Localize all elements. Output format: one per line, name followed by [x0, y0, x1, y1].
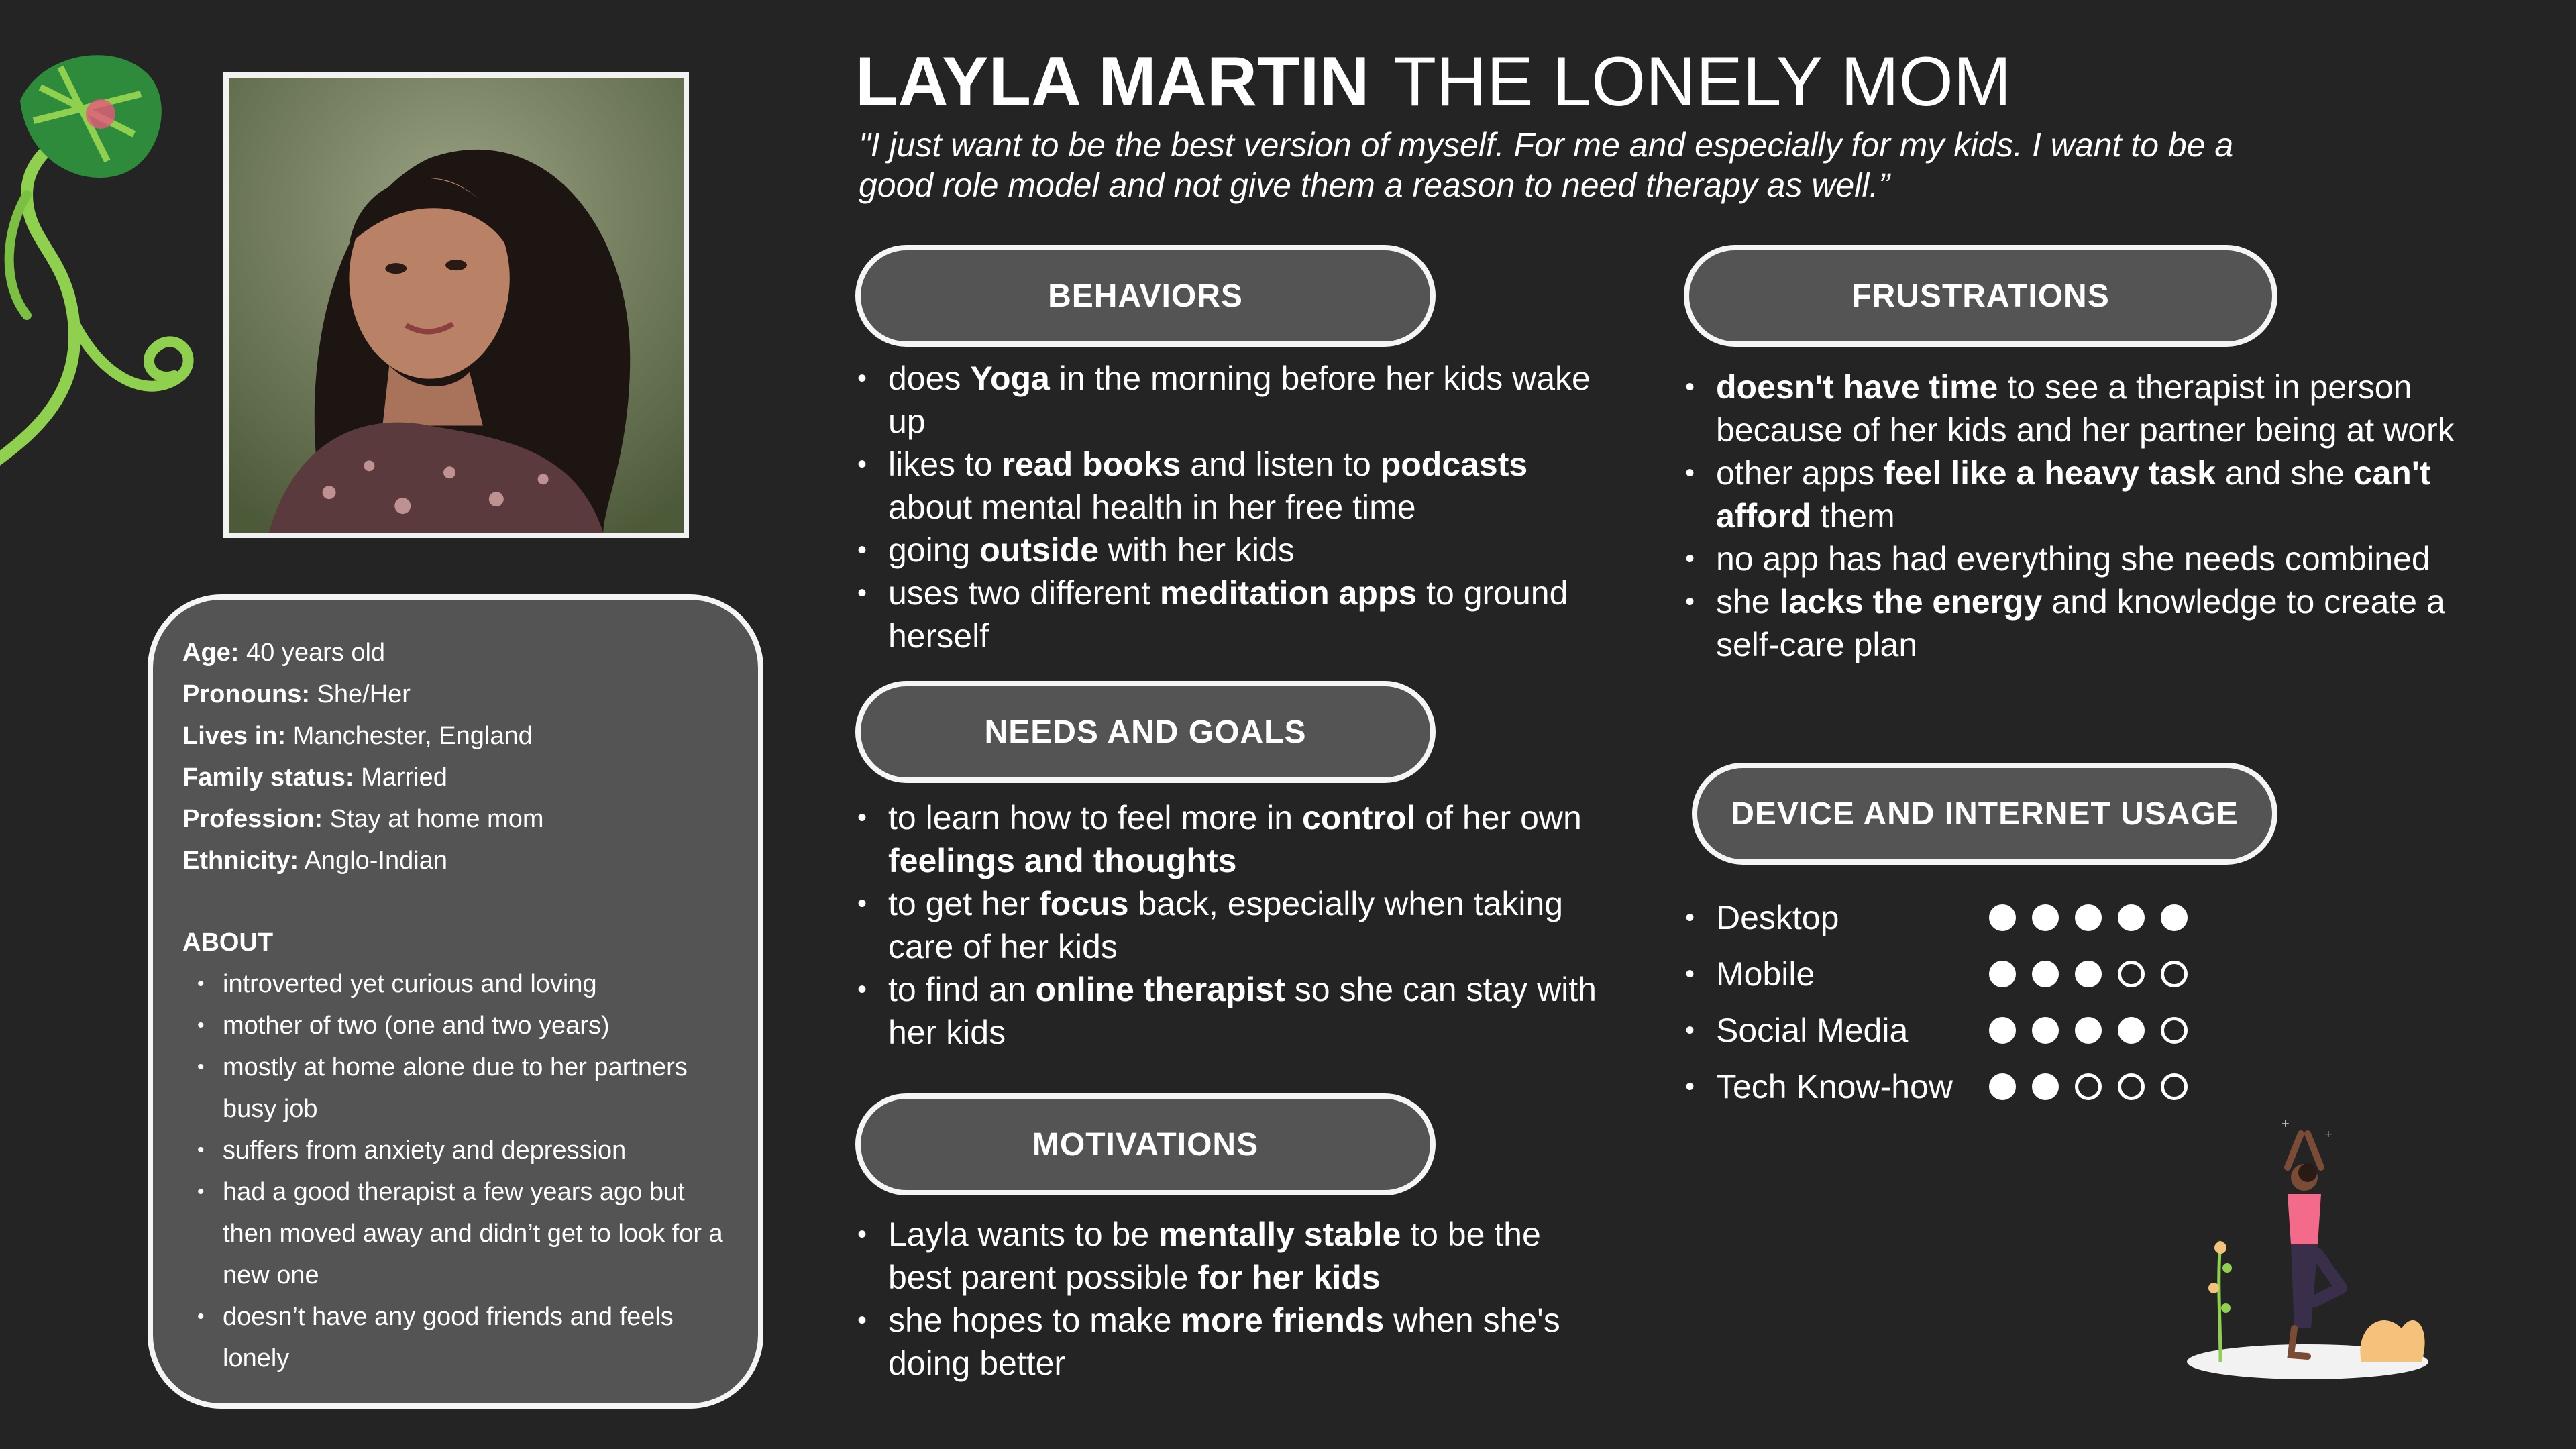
profession-row: Profession: Stay at home mom — [182, 805, 544, 833]
profile-card — [148, 594, 763, 1409]
device-row-tech-know-how: • Tech Know-how — [1684, 1059, 2288, 1115]
rating-dot-filled — [2032, 1017, 2059, 1044]
device-usage-list — [1684, 890, 2288, 1115]
device-label: Desktop — [1716, 899, 1839, 936]
rating-dot-filled — [1989, 904, 2016, 931]
monstera-leaf-illustration — [0, 27, 201, 496]
frustrations-heading: FRUSTRATIONS — [1684, 245, 2277, 347]
list-item: • does Yoga in the morning before her kids wake up — [856, 357, 1607, 443]
rating-dot-filled — [2161, 904, 2188, 931]
rating-dot-filled — [2032, 904, 2059, 931]
list-item: • Layla wants to be mentally stable to be the best parent possible for her kids — [856, 1213, 1607, 1299]
family-status-row: Family status: Married — [182, 763, 447, 792]
age-row: Age: 40 years old — [182, 639, 386, 667]
rating-dot-empty — [2118, 1073, 2145, 1100]
rating-dot-filled — [2032, 961, 2059, 987]
rating-dot-empty — [2161, 1073, 2188, 1100]
persona-quote: "I just want to be the best version of myself. For me and especially for my kids. I want to be a good role model and not give them a reason to need therapy as well.” — [859, 126, 2234, 204]
device-row-desktop: • Desktop — [1684, 890, 2288, 946]
page-title — [855, 42, 2011, 122]
rating-dots — [1989, 1073, 2188, 1100]
list-item: • doesn't have time to see a therapist in person because of her kids and her partner being at work — [1684, 366, 2455, 451]
yoga-woman-illustration — [2180, 1107, 2435, 1389]
device-label: Mobile — [1716, 955, 1815, 993]
behaviors-list — [856, 357, 1607, 657]
list-item: • doesn’t have any good friends and feels lonely — [182, 1296, 726, 1379]
rating-dot-filled — [1989, 961, 2016, 987]
rating-dot-empty — [2161, 961, 2188, 987]
rating-dot-filled — [2075, 961, 2102, 987]
device-label: Social Media — [1716, 1012, 1909, 1049]
about-list — [182, 963, 726, 1379]
persona-photo — [223, 72, 689, 538]
device-row-mobile: • Mobile — [1684, 946, 2288, 1002]
rating-dot-filled — [1989, 1017, 2016, 1044]
list-item: • suffers from anxiety and depression — [182, 1130, 726, 1171]
list-item: • other apps feel like a heavy task and she can't afford them — [1684, 451, 2455, 537]
lives-in-row: Lives in: Manchester, England — [182, 722, 533, 750]
rating-dots — [1989, 1017, 2188, 1044]
ethnicity-row: Ethnicity: Anglo-Indian — [182, 847, 447, 875]
device-usage-heading: DEVICE AND INTERNET USAGE — [1692, 763, 2277, 865]
rating-dot-filled — [2118, 904, 2145, 931]
list-item: • to find an online therapist so she can stay with her kids — [856, 968, 1607, 1054]
persona-name: LAYLA MARTIN — [855, 43, 1370, 121]
motivations-heading: MOTIVATIONS — [855, 1093, 1436, 1195]
rating-dot-empty — [2075, 1073, 2102, 1100]
device-row-social-media: • Social Media — [1684, 1002, 2288, 1059]
list-item: • mother of two (one and two years) — [182, 1005, 726, 1046]
list-item: • going outside with her kids — [856, 529, 1607, 572]
rating-dot-empty — [2118, 961, 2145, 987]
rating-dot-empty — [2161, 1017, 2188, 1044]
persona-role: THE LONELY MOM — [1393, 43, 2012, 121]
rating-dot-filled — [2075, 1017, 2102, 1044]
rating-dots — [1989, 961, 2188, 987]
about-heading: ABOUT — [182, 928, 274, 957]
motivations-list — [856, 1213, 1607, 1385]
list-item: • she hopes to make more friends when she's doing better — [856, 1299, 1607, 1385]
list-item: • had a good therapist a few years ago but then moved away and didn’t get to look for a new one — [182, 1171, 726, 1296]
list-item: • to get her focus back, especially when taking care of her kids — [856, 882, 1607, 968]
rating-dot-filled — [1989, 1073, 2016, 1100]
svg-text:+: + — [2281, 1117, 2290, 1130]
needs-goals-list — [856, 796, 1607, 1054]
rating-dot-filled — [2032, 1073, 2059, 1100]
list-item: • mostly at home alone due to her partners busy job — [182, 1046, 726, 1130]
list-item: • introverted yet curious and loving — [182, 963, 726, 1005]
rating-dot-filled — [2118, 1017, 2145, 1044]
pronouns-row: Pronouns: She/Her — [182, 680, 411, 708]
list-item: • uses two different meditation apps to ground herself — [856, 572, 1607, 657]
list-item: • she lacks the energy and knowledge to create a self-care plan — [1684, 580, 2455, 666]
list-item: • likes to read books and listen to podcasts about mental health in her free time — [856, 443, 1607, 529]
behaviors-heading: BEHAVIORS — [855, 245, 1436, 347]
needs-goals-heading: NEEDS AND GOALS — [855, 681, 1436, 783]
rating-dot-filled — [2075, 904, 2102, 931]
svg-text:+: + — [2324, 1129, 2332, 1140]
frustrations-list — [1684, 366, 2455, 666]
list-item: • to learn how to feel more in control of her own feelings and thoughts — [856, 796, 1607, 882]
rating-dots — [1989, 904, 2188, 931]
device-label: Tech Know-how — [1716, 1068, 1953, 1106]
list-item: • no app has had everything she needs combined — [1684, 537, 2455, 580]
